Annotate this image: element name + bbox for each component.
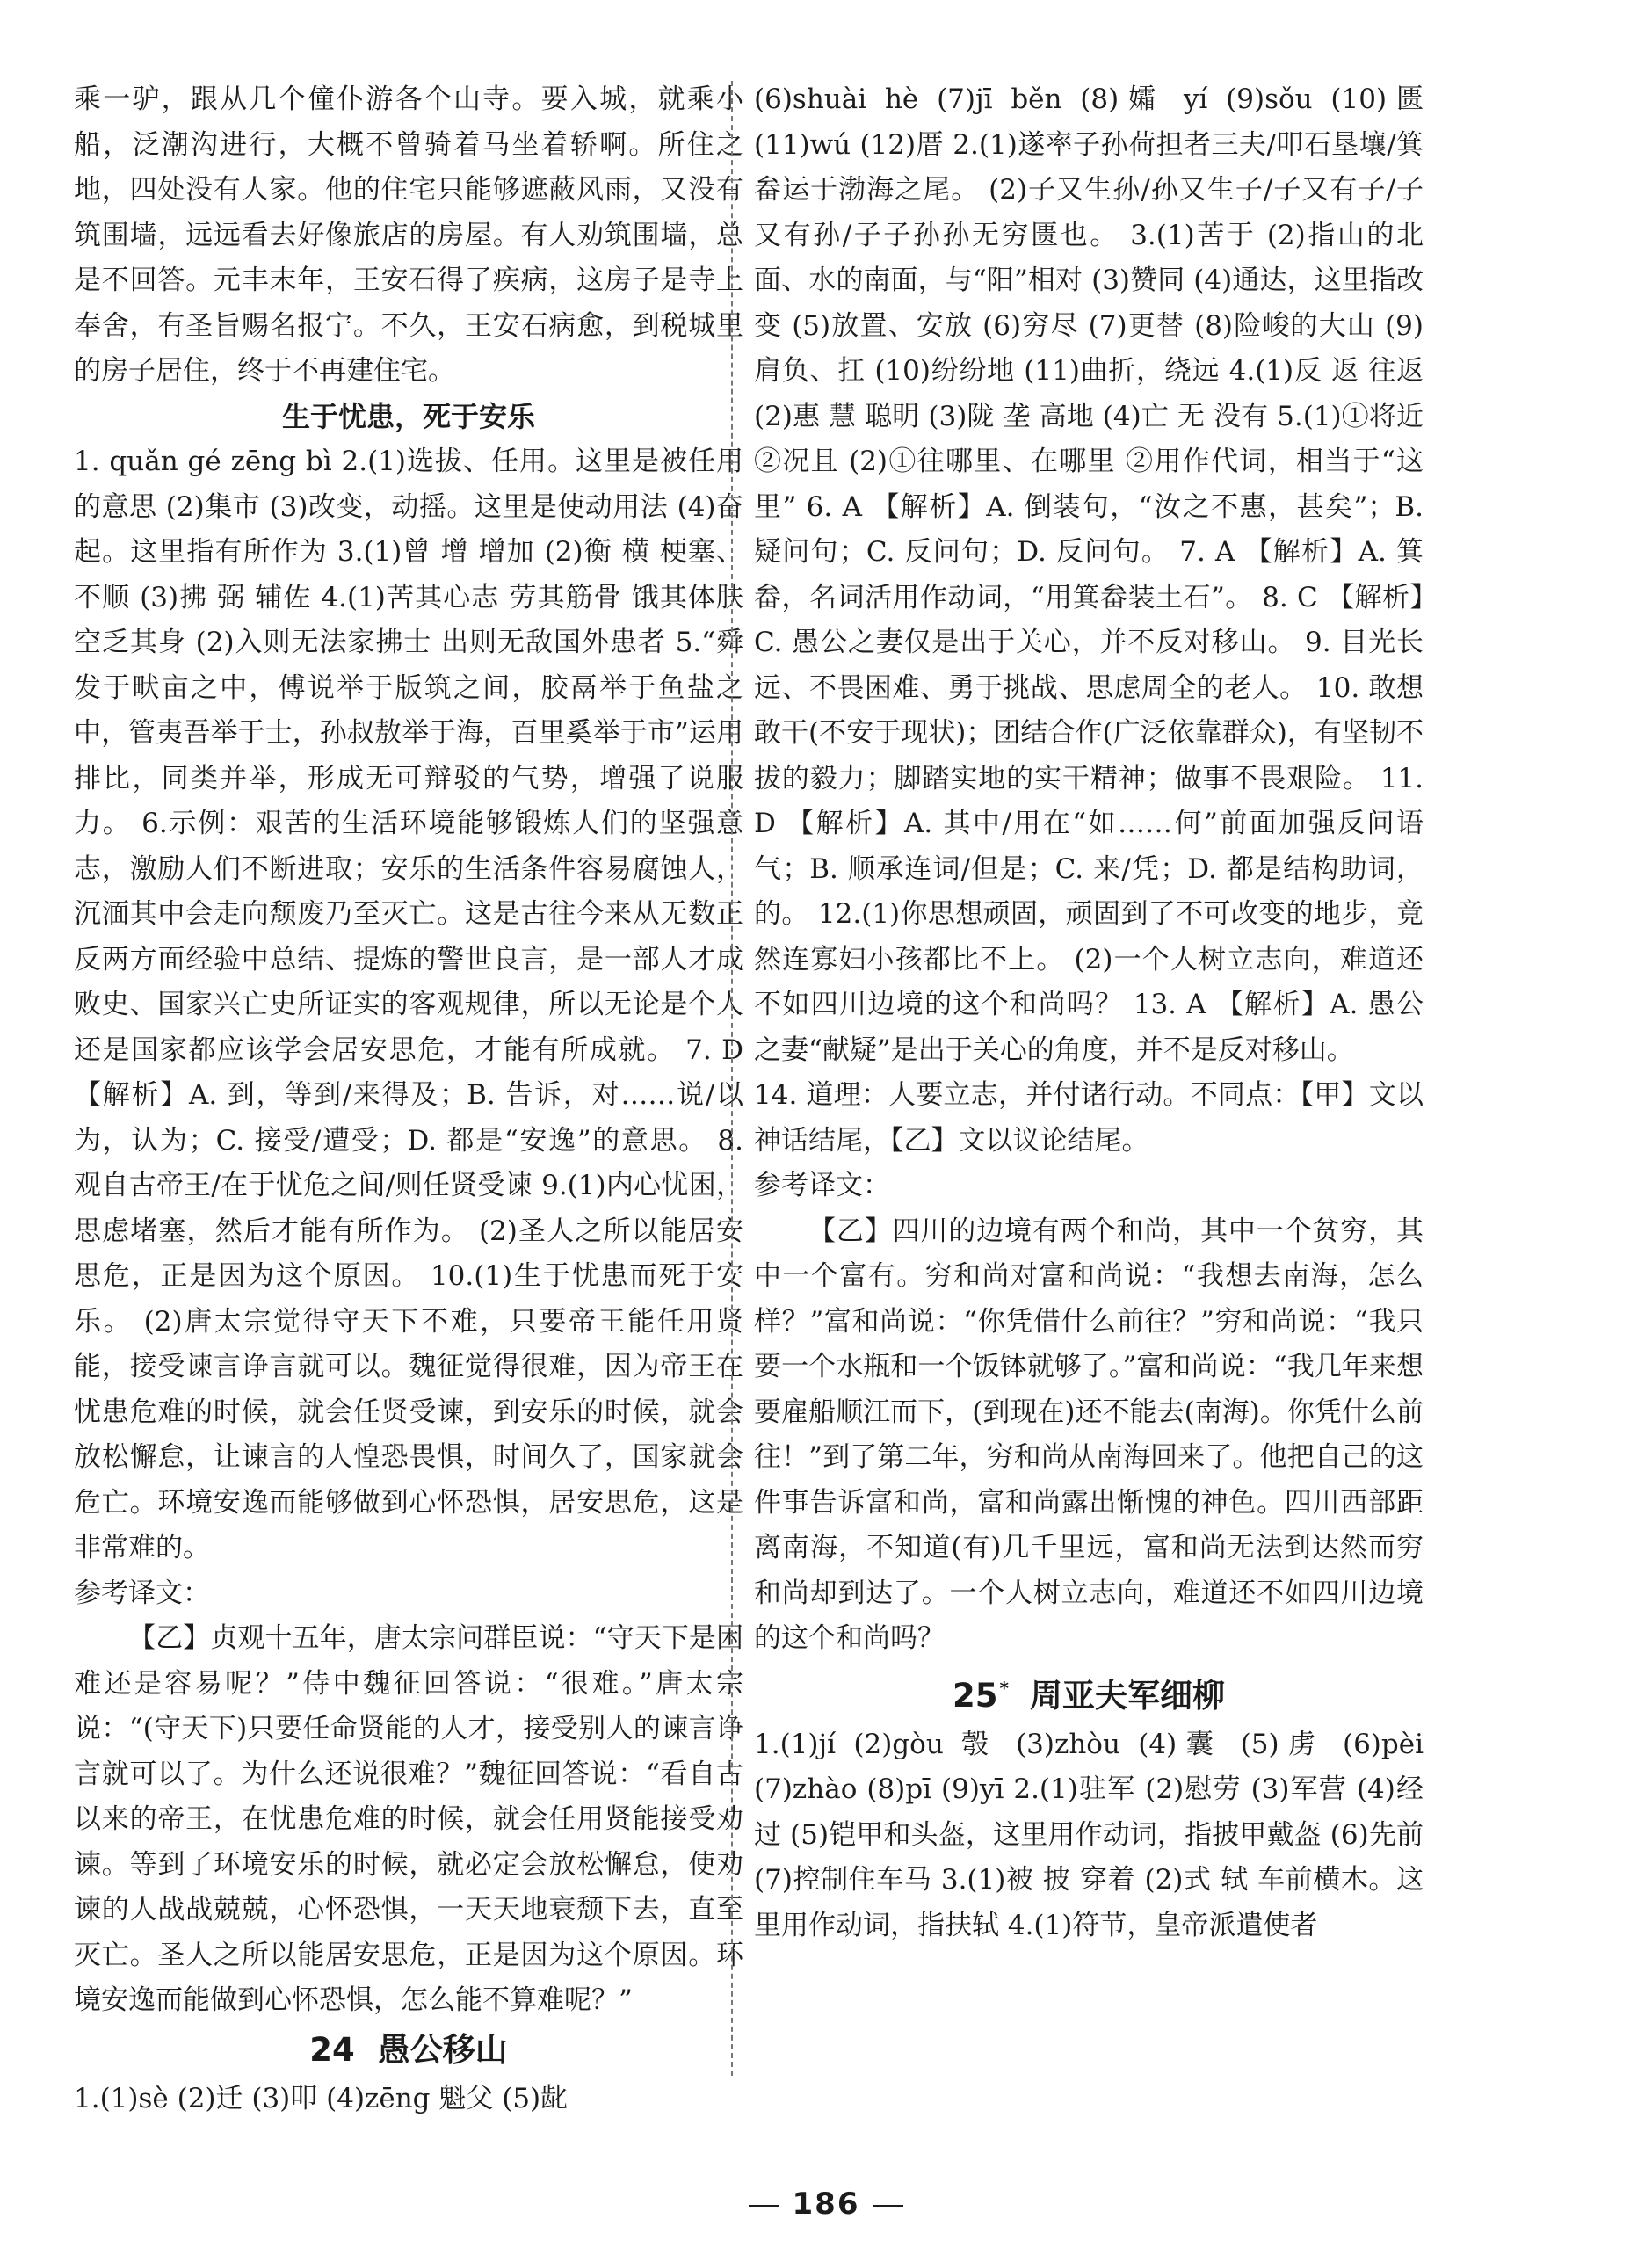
- left-reference-label: 参考译文：: [74, 1577, 210, 1609]
- column-divider: [731, 81, 733, 2076]
- right-column: [754, 77, 1424, 1948]
- right-paragraph-lesson25-answers: 1.(1)jí (2)gòu 彀 (3)zhòu (4)囊 (5)虏 (6)pèi (7)zhào (8)pī (9)yī 2.(1)驻军 (2)慰劳 (3)军营 (4)经过 (5)铠甲和头盔，这里用作动词，指披甲戴盔 (6)先前 (7)控制住车马 3.(1)被 披 穿着 (2)式 轼 车前横木。这里用作动词，指扶轼 4.(1)符节，皇帝派遣使者: [754, 1728, 1424, 1941]
- lesson-heading-24: [74, 2024, 743, 2077]
- right-paragraph-question-14: 14. 道理：人要立志，并付诸行动。不同点：【甲】文以神话结尾，【乙】文以议论结尾。: [754, 1079, 1424, 1157]
- left-paragraph-answers: 1. quǎn gé zēng bì 2.(1)选拔、任用。这里是被任用的意思 (2)集市 (3)改变，动摇。这里是使动用法 (4)奋起。这里指有所作为 3.(1)曾 增 增加 (2)衡 横 梗塞、不顺 (3)拂 弼 辅佐 4.(1)苦其心志 劳其筋骨 饿其体肤 空乏其身 (2)入则无法家拂士 出则无敌国外患者 5.“舜发于畎亩之中，傅说举于版筑之间，胶鬲举于鱼盐之中，管夷吾举于士，孙叔敖举于海，百里奚举于市”运用排比，同类并举，形成无可辩驳的气势，增强了说服力。 6.示例：艰苦的生活环境能够锻炼人们的坚强意志，激励人们不断进取；安乐的生活条件容易腐蚀人，沉湎其中会走向颓废乃至灭亡。这是古往今来从无数正反两方面经验中总结、提炼的警世良言，是一部人才成败史、国家兴亡史所证实的客观规律，所以无论是个人还是国家都应该学会居安思危，才能有所成就。 7. D 【解析】A. 到，等到/来得及；B. 告诉，对……说/以为，认为；C. 接受/遭受；D. 都是“安逸”的意思。 8. 观自古帝王/在于忧危之间/则任贤受谏 9.(1)内心忧困，思虑堵塞，然后才能有所作为。 (2)圣人之所以能居安思危，正是因为这个原因。 10.(1)生于忧患而死于安乐。 (2)唐太宗觉得守天下不难，只要帝王能任用贤能，接受谏言诤言就可以。魏征觉得很难，因为帝王在忧患危难的时候，就会任贤受谏，到安乐的时候，就会放松懈怠，让谏言的人惶恐畏惧，时间久了，国家就会危亡。环境安逸而能够做到心怀恐惧，居安思危，这是非常难的。: [74, 446, 743, 1563]
- lesson-number-25: 25: [953, 1676, 998, 1715]
- lesson-heading-25: [754, 1662, 1424, 1722]
- lesson-title-zhouyafu: 周亚夫军细柳: [1029, 1676, 1225, 1715]
- left-paragraph-reference-translation: 【乙】贞观十五年，唐太宗问群臣说：“守天下是困难还是容易呢？”侍中魏征回答说：“很难。”唐太宗说：“(守天下)只要任命贤能的人才，接受别人的谏言诤言就可以了。为什么还说很难？”魏征回答说：“看自古以来的帝王，在忧患危难的时候，就会任用贤能接受劝谏。等到了环境安乐的时候，就必定会放松懈怠，使劝谏的人战战兢兢，心怀恐惧，一天天地衰颓下去，直至灭亡。圣人之所以能居安思危，正是因为这个原因。环境安逸而能做到心怀恐惧，怎么能不算难呢？”: [74, 1622, 743, 2016]
- lesson-star-mark: *: [999, 1677, 1009, 1699]
- lesson-title-yugong-yishan: 愚公移山: [377, 2030, 508, 2069]
- right-paragraph-answers: (6)shuài hè (7)jī běn (8)孀 yí (9)sǒu (10)匮 (11)wú (12)厝 2.(1)遂率子孙荷担者三夫/叩石垦壤/箕畚运于渤海之尾。 (2)子又生孙/孙又生子/子又有子/子又有孙/子子孙孙无穷匮也。 3.(1)苦于 (2)指山的北面、水的南面，与“阳”相对 (3)赞同 (4)通达，这里指改变 (5)放置、安放 (6)穷尽 (7)更替 (8)险峻的大山 (9)肩负、扛 (10)纷纷地 (11)曲折，绕远 4.(1)反 返 往返 (2)惠 慧 聪明 (3)陇 垄 高地 (4)亡 无 没有 5.(1)①将近 ②况且 (2)①往哪里、在哪里 ②用作代词，相当于“这里” 6. A 【解析】A. 倒装句，“汝之不惠，甚矣”；B. 疑问句；C. 反问句；D. 反问句。 7. A 【解析】A. 箕畚，名词活用作动词，“用箕畚装土石”。 8. C 【解析】C. 愚公之妻仅是出于关心，并不反对移山。 9. 目光长远、不畏困难、勇于挑战、思虑周全的老人。 10. 敢想敢干(不安于现状)；团结合作(广泛依靠群众)，有坚韧不拔的毅力；脚踏实地的实干精神；做事不畏艰险。 11. D 【解析】A. 其中/用在“如……何”前面加强反问语气；B. 顺承连词/但是；C. 来/凭；D. 都是结构助词，的。 12.(1)你思想顽固，顽固到了不可改变的地步，竟然连寡妇小孩都比不上。 (2)一个人树立志向，难道还不如四川边境的这个和尚吗？ 13. A 【解析】A. 愚公之妻“献疑”是出于关心的角度，并不是反对移山。: [754, 83, 1424, 1066]
- right-paragraph-reference-translation: 【乙】四川的边境有两个和尚，其中一个贫穷，其中一个富有。穷和尚对富和尚说：“我想去南海，怎么样？”富和尚说：“你凭借什么前往？”穷和尚说：“我只要一个水瓶和一个饭钵就够了。”富和尚说：“我几年来想要雇船顺江而下，(到现在)还不能去(南海)。你凭什么前往！”到了第二年，穷和尚从南海回来了。他把自己的这件事告诉富和尚，富和尚露出惭愧的神色。四川西部距离南海，不知道(有)几千里远，富和尚无法到达然而穷和尚却到达了。一个人树立志向，难道还不如四川边境的这个和尚吗？: [754, 1215, 1424, 1654]
- left-paragraph-translation-end: 乘一驴，跟从几个僮仆游各个山寺。要入城，就乘小船，泛潮沟进行，大概不曾骑着马坐着轿啊。所住之地，四处没有人家。他的住宅只能够遮蔽风雨，又没有筑围墙，远远看去好像旅店的房屋。有人劝筑围墙，总是不回答。元丰末年，王安石得了疾病，这房子是寺上奉舍，有圣旨赐名报宁。不久，王安石病愈，到税城里的房子居住，终于不再建住宅。: [74, 83, 743, 387]
- page-number: [0, 2187, 1652, 2222]
- right-reference-label: 参考译文：: [754, 1170, 890, 1201]
- page-number-dash-left: [749, 2205, 779, 2207]
- lesson-number-24: 24: [309, 2030, 355, 2069]
- left-column: [74, 77, 743, 2121]
- page-number-value: 186: [792, 2187, 860, 2222]
- section-heading-shengyu-youhuan: 生于忧患，死于安乐: [281, 399, 535, 433]
- left-paragraph-lesson24-start: 1.(1)sè (2)迁 (3)叩 (4)zēng 魁父 (5)龀: [74, 2082, 569, 2114]
- page-number-dash-right: [873, 2205, 903, 2207]
